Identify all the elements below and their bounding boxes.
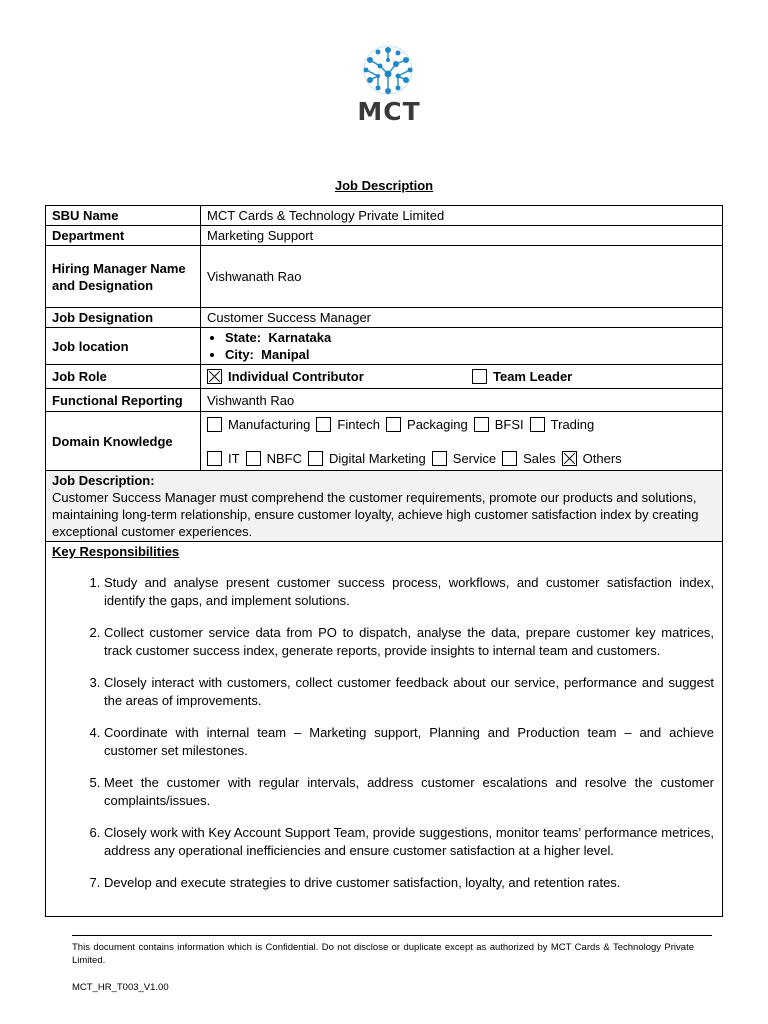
sbu-name-label: SBU Name: [46, 206, 201, 226]
responsibilities-cell: [46, 542, 723, 917]
table-row: [46, 328, 723, 365]
manufacturing-checkbox[interactable]: [207, 417, 222, 432]
list-item: 6. Closely work with Key Account Support Team, provide suggestions, monitor teams’ performance metrices, address any operational inefficiencies and ensure customer satisfaction at a higher level.: [104, 824, 716, 860]
logo-wordmark: MCT: [357, 97, 421, 126]
nbfc-checkbox[interactable]: [246, 451, 261, 466]
list-item: 3. Closely interact with customers, collect customer feedback about our service, performance and suggest the areas of improvements.: [104, 674, 716, 710]
packaging-checkbox[interactable]: [386, 417, 401, 432]
table-row: [46, 365, 723, 389]
footer-notice: This document contains information which is Confidential. Do not disclose or duplicate except as authorized by MCT Cards & Technology Private Limited.: [72, 942, 694, 966]
job-designation-label: Job Designation: [46, 308, 201, 328]
state-value: Karnataka: [268, 330, 332, 345]
individual-contributor-label: Individual Contributor: [228, 369, 364, 384]
list-item: 7. Develop and execute strategies to drive customer satisfaction, loyalty, and retention rates.: [104, 874, 716, 892]
bfsi-label: BFSI: [494, 416, 524, 432]
service-label: Service: [452, 450, 497, 466]
trading-checkbox[interactable]: [530, 417, 545, 432]
department-value: Marketing Support: [201, 226, 723, 246]
table-row: [46, 389, 723, 412]
responsibilities-heading: Key Responsibilities: [52, 544, 180, 559]
job-role-label: Job Role: [46, 365, 201, 389]
document-code: MCT_HR_T003_V1.00: [72, 982, 169, 993]
location-state: [225, 329, 716, 346]
domain-knowledge-value: [201, 412, 723, 471]
service-checkbox[interactable]: [432, 451, 447, 466]
others-checkbox[interactable]: [562, 451, 577, 466]
logo-globe-icon: [350, 42, 426, 100]
footer-divider: [72, 935, 712, 936]
it-label: IT: [228, 450, 240, 466]
responsibilities-list: [52, 574, 716, 892]
sales-checkbox[interactable]: [502, 451, 517, 466]
table-row: [46, 246, 723, 308]
manufacturing-label: Manufacturing: [228, 416, 311, 432]
list-item: 2. Collect customer service data from PO to dispatch, analyse the data, prepare customer key matrices, track customer success index, generate reports, provide insights to internal team and customers.: [104, 624, 716, 660]
job-designation-value: Customer Success Manager: [201, 308, 723, 328]
sbu-name-value: MCT Cards & Technology Private Limited: [201, 206, 723, 226]
job-location-label: Job location: [46, 328, 201, 365]
team-leader-label: Team Leader: [493, 369, 573, 384]
individual-contributor-checkbox[interactable]: [207, 369, 222, 384]
functional-reporting-value: Vishwanth Rao: [201, 389, 723, 412]
table-row: [46, 308, 723, 328]
job-details-table: [45, 205, 723, 917]
job-location-value: [201, 328, 723, 365]
page-title: Job Description: [334, 178, 434, 193]
nbfc-label: NBFC: [266, 450, 302, 466]
job-role-value: [201, 365, 723, 389]
list-item: 1. Study and analyse present customer success process, workflows, and customer satisfaction index, identify the gaps, and implement solutions.: [104, 574, 716, 610]
hiring-manager-value: Vishwanath Rao: [201, 246, 723, 308]
list-item: 5. Meet the customer with regular intervals, address customer escalations and resolve the customer complaints/issues.: [104, 774, 716, 810]
hiring-manager-label: Hiring Manager Name and Designation: [46, 246, 201, 308]
others-label: Others: [582, 450, 622, 466]
table-row: [46, 206, 723, 226]
department-label: Department: [46, 226, 201, 246]
bfsi-checkbox[interactable]: [474, 417, 489, 432]
table-row: [46, 471, 723, 542]
table-row: [46, 542, 723, 917]
it-checkbox[interactable]: [207, 451, 222, 466]
fintech-checkbox[interactable]: [316, 417, 331, 432]
trading-label: Trading: [550, 416, 595, 432]
job-description-cell: [46, 471, 723, 542]
city-value: Manipal: [261, 347, 310, 362]
sales-label: Sales: [523, 450, 556, 466]
fintech-label: Fintech: [337, 416, 381, 432]
digital-marketing-label: Digital Marketing: [328, 450, 426, 466]
team-leader-checkbox[interactable]: [472, 369, 487, 384]
domain-row-1: [207, 413, 716, 435]
functional-reporting-label: Functional Reporting: [46, 389, 201, 412]
domain-knowledge-label: Domain Knowledge: [46, 412, 201, 471]
table-row: [46, 412, 723, 471]
job-description-text: Customer Success Manager must comprehend the customer requirements, promote our products and solutions, maintaining long-term relationship, ensure customer loyalty, achieve high customer satisfaction index by creating exceptional customer experiences.: [52, 490, 699, 539]
state-label: State:: [225, 330, 262, 345]
list-item: 4. Coordinate with internal team – Marketing support, Planning and Production team – and achieve customer set milestones.: [104, 724, 716, 760]
location-city: [225, 346, 716, 363]
packaging-label: Packaging: [407, 416, 468, 432]
table-row: [46, 226, 723, 246]
digital-marketing-checkbox[interactable]: [308, 451, 323, 466]
job-description-heading: Job Description:: [52, 473, 155, 488]
domain-row-2: [207, 447, 716, 469]
city-label: City:: [225, 347, 254, 362]
location-list: [207, 329, 716, 363]
